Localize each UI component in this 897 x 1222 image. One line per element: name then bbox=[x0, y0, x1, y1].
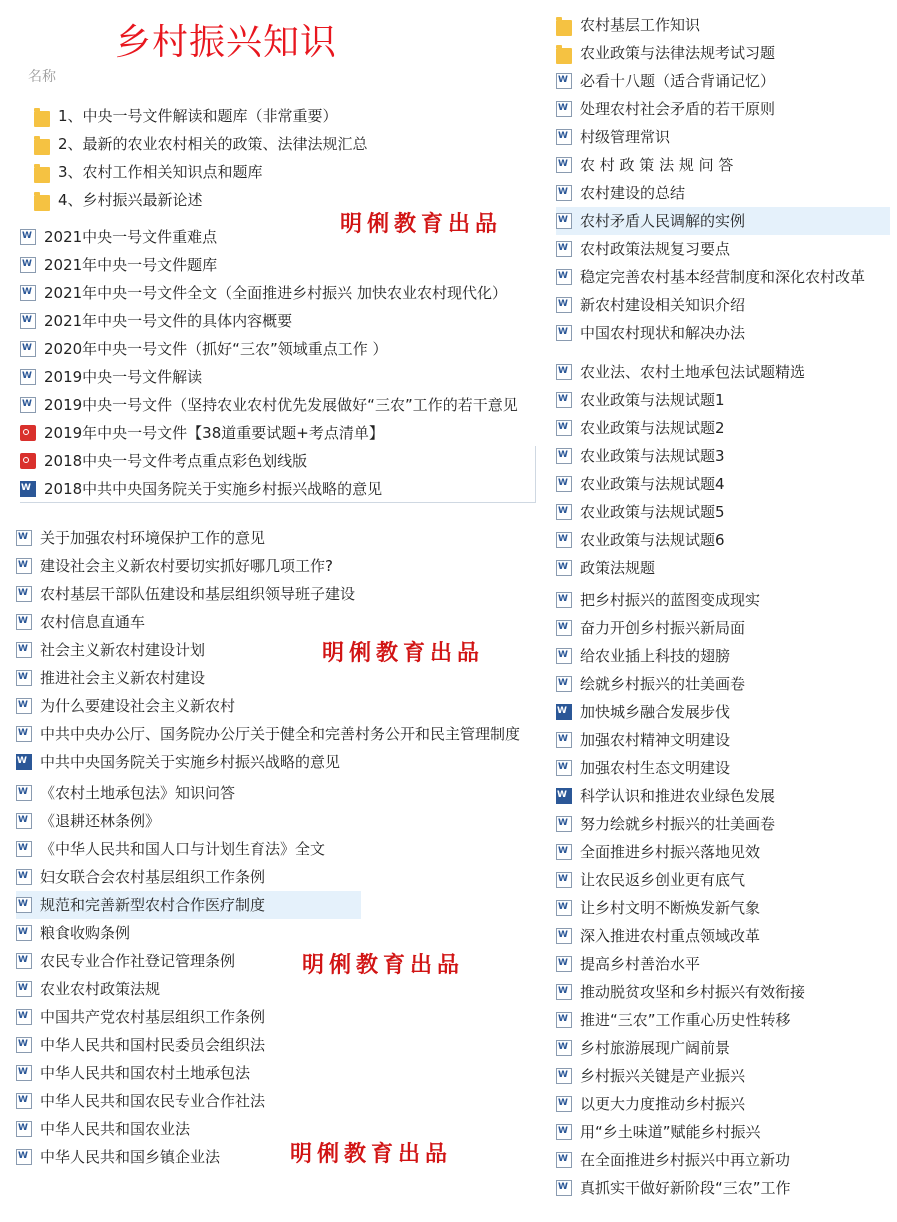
left-folder-list bbox=[34, 102, 434, 214]
file-name: 为什么要建设社会主义新农村 bbox=[40, 697, 236, 715]
doc-icon bbox=[16, 1065, 32, 1081]
file-name: 2、最新的农业农村相关的政策、法律法规汇总 bbox=[58, 135, 368, 153]
doc-icon bbox=[16, 1009, 32, 1025]
doc-icon bbox=[556, 392, 572, 408]
file-name: 2019中央一号文件解读 bbox=[44, 368, 203, 386]
file-row[interactable] bbox=[556, 782, 890, 810]
doc-icon bbox=[556, 928, 572, 944]
doc-icon bbox=[16, 530, 32, 546]
doc-icon bbox=[16, 1121, 32, 1137]
file-name: 农民专业合作社登记管理条例 bbox=[40, 952, 236, 970]
file-row[interactable] bbox=[556, 922, 890, 950]
word-icon bbox=[556, 788, 572, 804]
file-name: 推动脱贫攻坚和乡村振兴有效衔接 bbox=[580, 983, 806, 1001]
doc-icon bbox=[556, 157, 572, 173]
doc-icon bbox=[16, 1149, 32, 1165]
file-row[interactable] bbox=[16, 1031, 361, 1059]
file-name: 处理农村社会矛盾的若干原则 bbox=[580, 100, 776, 118]
file-row[interactable] bbox=[20, 251, 536, 279]
file-row[interactable] bbox=[556, 1118, 890, 1146]
file-name: 2018中央一号文件考点重点彩色划线版 bbox=[44, 452, 308, 470]
page-title: 乡村振兴知识 bbox=[115, 22, 338, 63]
file-name: 中华人民共和国农村土地承包法 bbox=[40, 1064, 251, 1082]
file-row[interactable] bbox=[20, 307, 536, 335]
file-row[interactable] bbox=[20, 335, 536, 363]
doc-icon bbox=[16, 869, 32, 885]
file-row[interactable] bbox=[16, 779, 361, 807]
file-name: 政策法规题 bbox=[580, 559, 656, 577]
file-row[interactable] bbox=[16, 919, 361, 947]
file-name: 加强农村精神文明建设 bbox=[580, 731, 731, 749]
file-row[interactable] bbox=[556, 754, 890, 782]
pdf-icon bbox=[20, 453, 36, 469]
file-row[interactable] bbox=[16, 835, 361, 863]
doc-icon bbox=[16, 698, 32, 714]
file-name: 农村政策法规复习要点 bbox=[580, 240, 731, 258]
doc-icon bbox=[556, 241, 572, 257]
folder-icon bbox=[34, 195, 50, 211]
file-name: 深入推进农村重点领域改革 bbox=[580, 927, 761, 945]
doc-icon bbox=[556, 269, 572, 285]
file-row[interactable] bbox=[556, 1146, 890, 1174]
folder-icon bbox=[556, 48, 572, 64]
file-row[interactable] bbox=[556, 1034, 890, 1062]
file-name: 科学认识和推进农业绿色发展 bbox=[580, 787, 776, 805]
file-row[interactable] bbox=[20, 279, 536, 307]
file-row[interactable] bbox=[16, 636, 554, 664]
doc-icon bbox=[16, 981, 32, 997]
file-name: 农村矛盾人民调解的实例 bbox=[580, 212, 746, 230]
file-name: 推进社会主义新农村建设 bbox=[40, 669, 206, 687]
watermark: 明俐教育出品 bbox=[290, 1141, 453, 1167]
file-row[interactable] bbox=[556, 866, 890, 894]
file-name: 农业法、农村土地承包法试题精选 bbox=[580, 363, 806, 381]
doc-icon bbox=[20, 257, 36, 273]
file-name: 推进“三农”工作重心历史性转移 bbox=[580, 1011, 791, 1029]
file-row[interactable] bbox=[34, 102, 434, 130]
file-row[interactable] bbox=[16, 524, 554, 552]
file-row[interactable] bbox=[20, 447, 536, 475]
file-row[interactable] bbox=[556, 207, 890, 235]
file-row[interactable] bbox=[556, 586, 890, 614]
doc-icon bbox=[556, 101, 572, 117]
file-name: 2021年中央一号文件题库 bbox=[44, 256, 218, 274]
file-row[interactable] bbox=[556, 179, 890, 207]
file-name: 2019年中央一号文件【38道重要试题+考点清单】 bbox=[44, 424, 384, 442]
doc-icon bbox=[16, 953, 32, 969]
file-row[interactable] bbox=[556, 11, 890, 39]
file-name: 让乡村文明不断焕发新气象 bbox=[580, 899, 761, 917]
doc-icon bbox=[16, 670, 32, 686]
file-name: 规范和完善新型农村合作医疗制度 bbox=[40, 896, 266, 914]
doc-icon bbox=[556, 816, 572, 832]
file-row[interactable] bbox=[556, 291, 890, 319]
doc-icon bbox=[556, 73, 572, 89]
pdf-icon bbox=[20, 425, 36, 441]
file-row[interactable] bbox=[556, 642, 890, 670]
file-name: 2021年中央一号文件全文（全面推进乡村振兴 加快农业农村现代化） bbox=[44, 284, 507, 302]
doc-icon bbox=[16, 897, 32, 913]
file-name: 《农村土地承包法》知识问答 bbox=[40, 784, 236, 802]
doc-icon bbox=[556, 504, 572, 520]
file-name: 农 村 政 策 法 规 问 答 bbox=[580, 156, 734, 174]
file-name: 农业政策与法律法规考试习题 bbox=[580, 44, 776, 62]
file-name: 2019中央一号文件（坚持农业农村优先发展做好“三农”工作的若干意见 bbox=[44, 396, 518, 414]
doc-icon bbox=[556, 676, 572, 692]
folder-icon bbox=[34, 139, 50, 155]
file-row[interactable] bbox=[16, 748, 554, 776]
file-row[interactable] bbox=[16, 891, 361, 919]
file-name: 农业政策与法规试题2 bbox=[580, 419, 725, 437]
file-row[interactable] bbox=[556, 386, 890, 414]
watermark: 明俐教育出品 bbox=[340, 211, 503, 237]
file-row[interactable] bbox=[556, 151, 890, 179]
file-row[interactable] bbox=[556, 1006, 890, 1034]
file-row[interactable] bbox=[16, 1143, 361, 1171]
doc-icon bbox=[556, 364, 572, 380]
file-row[interactable] bbox=[556, 726, 890, 754]
doc-icon bbox=[556, 620, 572, 636]
file-row[interactable] bbox=[556, 95, 890, 123]
file-row[interactable] bbox=[556, 1062, 890, 1090]
file-row[interactable] bbox=[20, 223, 536, 251]
file-name: 农村建设的总结 bbox=[580, 184, 686, 202]
file-row[interactable] bbox=[16, 692, 554, 720]
file-name: 加强农村生态文明建设 bbox=[580, 759, 731, 777]
folder-icon bbox=[34, 167, 50, 183]
file-name: 乡村旅游展现广阔前景 bbox=[580, 1039, 731, 1057]
file-row[interactable] bbox=[556, 1174, 890, 1202]
file-name: 在全面推进乡村振兴中再立新功 bbox=[580, 1151, 791, 1169]
file-name: 农村基层干部队伍建设和基层组织领导班子建设 bbox=[40, 585, 356, 603]
file-name: 村级管理常识 bbox=[580, 128, 671, 146]
column-header-name[interactable]: 名称 bbox=[28, 69, 56, 82]
doc-icon bbox=[20, 341, 36, 357]
left-file-list-2 bbox=[16, 524, 554, 776]
doc-icon bbox=[16, 785, 32, 801]
file-row[interactable] bbox=[556, 698, 890, 726]
file-name: 绘就乡村振兴的壮美画卷 bbox=[580, 675, 746, 693]
doc-icon bbox=[16, 586, 32, 602]
file-row[interactable] bbox=[16, 720, 554, 748]
file-name: 2021年中央一号文件的具体内容概要 bbox=[44, 312, 293, 330]
file-row[interactable] bbox=[556, 614, 890, 642]
file-name: 稳定完善农村基本经营制度和深化农村改革 bbox=[580, 268, 866, 286]
file-row[interactable] bbox=[556, 554, 890, 582]
file-row[interactable] bbox=[16, 975, 361, 1003]
file-row[interactable] bbox=[556, 442, 890, 470]
file-name: 农业政策与法规试题5 bbox=[580, 503, 725, 521]
file-name: 新农村建设相关知识介绍 bbox=[580, 296, 746, 314]
doc-icon bbox=[16, 614, 32, 630]
doc-icon bbox=[556, 129, 572, 145]
file-name: 中共中央国务院关于实施乡村振兴战略的意见 bbox=[40, 753, 341, 771]
file-name: 妇女联合会农村基层组织工作条例 bbox=[40, 868, 266, 886]
file-name: 真抓实干做好新阶段“三农”工作 bbox=[580, 1179, 791, 1197]
doc-icon bbox=[556, 420, 572, 436]
folder-icon bbox=[34, 111, 50, 127]
file-name: 中国农村现状和解决办法 bbox=[580, 324, 746, 342]
file-row[interactable] bbox=[556, 670, 890, 698]
file-name: 建设社会主义新农村要切实抓好哪几项工作? bbox=[40, 557, 333, 575]
right-file-list-3 bbox=[556, 586, 890, 1202]
word-icon bbox=[556, 704, 572, 720]
doc-icon bbox=[16, 558, 32, 574]
doc-icon bbox=[556, 1124, 572, 1140]
doc-icon bbox=[16, 925, 32, 941]
doc-icon bbox=[16, 1093, 32, 1109]
file-name: 中国共产党农村基层组织工作条例 bbox=[40, 1008, 266, 1026]
doc-icon bbox=[16, 841, 32, 857]
doc-icon bbox=[16, 642, 32, 658]
doc-icon bbox=[556, 325, 572, 341]
file-name: 中华人民共和国农业法 bbox=[40, 1120, 191, 1138]
file-name: 努力绘就乡村振兴的壮美画卷 bbox=[580, 815, 776, 833]
file-name: 社会主义新农村建设计划 bbox=[40, 641, 206, 659]
file-name: 农业政策与法规试题6 bbox=[580, 531, 725, 549]
file-name: 农业政策与法规试题4 bbox=[580, 475, 725, 493]
doc-icon bbox=[556, 297, 572, 313]
doc-icon bbox=[556, 1180, 572, 1196]
file-name: 中华人民共和国农民专业合作社法 bbox=[40, 1092, 266, 1110]
file-row[interactable] bbox=[20, 419, 536, 447]
file-row[interactable] bbox=[556, 319, 890, 347]
file-name: 全面推进乡村振兴落地见效 bbox=[580, 843, 761, 861]
file-row[interactable] bbox=[556, 838, 890, 866]
file-row[interactable] bbox=[16, 947, 361, 975]
file-row[interactable] bbox=[16, 552, 554, 580]
file-name: 中华人民共和国乡镇企业法 bbox=[40, 1148, 221, 1166]
file-row[interactable] bbox=[34, 130, 434, 158]
doc-icon bbox=[556, 648, 572, 664]
file-row[interactable] bbox=[556, 67, 890, 95]
file-row[interactable] bbox=[556, 263, 890, 291]
doc-icon bbox=[556, 1096, 572, 1112]
doc-icon bbox=[556, 760, 572, 776]
doc-icon bbox=[20, 229, 36, 245]
doc-icon bbox=[556, 476, 572, 492]
file-name: 关于加强农村环境保护工作的意见 bbox=[40, 529, 266, 547]
file-name: 给农业插上科技的翅膀 bbox=[580, 647, 731, 665]
file-name: 农村基层工作知识 bbox=[580, 16, 701, 34]
file-name: 必看十八题（适合背诵记忆） bbox=[580, 72, 776, 90]
file-name: 中华人民共和国村民委员会组织法 bbox=[40, 1036, 266, 1054]
file-name: 用“乡土味道”赋能乡村振兴 bbox=[580, 1123, 761, 1141]
watermark: 明俐教育出品 bbox=[322, 640, 485, 666]
file-row[interactable] bbox=[16, 1003, 361, 1031]
file-row[interactable] bbox=[556, 123, 890, 151]
file-row[interactable] bbox=[556, 470, 890, 498]
file-name: 《退耕还林条例》 bbox=[40, 812, 161, 830]
file-name: 4、乡村振兴最新论述 bbox=[58, 191, 203, 209]
doc-icon bbox=[556, 956, 572, 972]
doc-icon bbox=[556, 560, 572, 576]
doc-icon bbox=[20, 369, 36, 385]
file-row[interactable] bbox=[556, 358, 890, 386]
file-name: 粮食收购条例 bbox=[40, 924, 131, 942]
file-name: 《中华人民共和国人口与计划生育法》全文 bbox=[40, 840, 326, 858]
file-row[interactable] bbox=[20, 475, 536, 503]
file-row[interactable] bbox=[556, 498, 890, 526]
doc-icon bbox=[556, 448, 572, 464]
file-row[interactable] bbox=[16, 1115, 361, 1143]
file-row[interactable] bbox=[16, 1087, 361, 1115]
file-row[interactable] bbox=[556, 810, 890, 838]
file-row[interactable] bbox=[34, 186, 434, 214]
file-name: 3、农村工作相关知识点和题库 bbox=[58, 163, 263, 181]
file-name: 奋力开创乡村振兴新局面 bbox=[580, 619, 746, 637]
doc-icon bbox=[20, 397, 36, 413]
doc-icon bbox=[556, 732, 572, 748]
file-row[interactable] bbox=[556, 950, 890, 978]
doc-icon bbox=[20, 313, 36, 329]
file-name: 让农民返乡创业更有底气 bbox=[580, 871, 746, 889]
right-file-list-1 bbox=[556, 11, 890, 347]
doc-icon bbox=[16, 813, 32, 829]
file-row[interactable] bbox=[34, 158, 434, 186]
file-name: 农村信息直通车 bbox=[40, 613, 146, 631]
file-name: 2018中共中央国务院关于实施乡村振兴战略的意见 bbox=[44, 480, 383, 498]
file-row[interactable] bbox=[556, 1090, 890, 1118]
file-row[interactable] bbox=[16, 608, 554, 636]
file-row[interactable] bbox=[556, 235, 890, 263]
file-name: 农业农村政策法规 bbox=[40, 980, 161, 998]
file-row[interactable] bbox=[16, 664, 554, 692]
doc-icon bbox=[556, 532, 572, 548]
file-name: 中共中央办公厅、国务院办公厅关于健全和完善村务公开和民主管理制度 bbox=[40, 725, 521, 743]
file-row[interactable] bbox=[20, 363, 536, 391]
file-row[interactable] bbox=[16, 863, 361, 891]
file-row[interactable] bbox=[556, 39, 890, 67]
doc-icon bbox=[556, 592, 572, 608]
file-row[interactable] bbox=[556, 894, 890, 922]
file-name: 加快城乡融合发展步伐 bbox=[580, 703, 731, 721]
right-file-list-2 bbox=[556, 358, 890, 582]
file-row[interactable] bbox=[16, 1059, 361, 1087]
file-name: 提高乡村善治水平 bbox=[580, 955, 701, 973]
file-row[interactable] bbox=[16, 580, 554, 608]
doc-icon bbox=[556, 1040, 572, 1056]
left-file-list-3 bbox=[16, 779, 361, 1171]
doc-icon bbox=[556, 872, 572, 888]
word-icon bbox=[20, 481, 36, 497]
doc-icon bbox=[556, 185, 572, 201]
doc-icon bbox=[556, 213, 572, 229]
doc-icon bbox=[16, 1037, 32, 1053]
file-name: 以更大力度推动乡村振兴 bbox=[580, 1095, 746, 1113]
file-row[interactable] bbox=[556, 526, 890, 554]
doc-icon bbox=[20, 285, 36, 301]
file-name: 1、中央一号文件解读和题库（非常重要） bbox=[58, 107, 338, 125]
file-name: 农业政策与法规试题1 bbox=[580, 391, 725, 409]
doc-icon bbox=[556, 900, 572, 916]
doc-icon bbox=[556, 984, 572, 1000]
file-name: 2020年中央一号文件（抓好“三农”领域重点工作 ） bbox=[44, 340, 388, 358]
file-row[interactable] bbox=[16, 807, 361, 835]
doc-icon bbox=[16, 726, 32, 742]
file-row[interactable] bbox=[20, 391, 536, 419]
doc-icon bbox=[556, 1012, 572, 1028]
doc-icon bbox=[556, 844, 572, 860]
folder-icon bbox=[556, 20, 572, 36]
word-icon bbox=[16, 754, 32, 770]
watermark: 明俐教育出品 bbox=[302, 952, 465, 978]
file-row[interactable] bbox=[556, 978, 890, 1006]
left-file-list-1 bbox=[20, 223, 536, 503]
column-divider bbox=[535, 446, 536, 502]
file-name: 农业政策与法规试题3 bbox=[580, 447, 725, 465]
doc-icon bbox=[556, 1068, 572, 1084]
file-name: 乡村振兴关键是产业振兴 bbox=[580, 1067, 746, 1085]
file-name: 把乡村振兴的蓝图变成现实 bbox=[580, 591, 761, 609]
file-name: 2021中央一号文件重难点 bbox=[44, 228, 218, 246]
doc-icon bbox=[556, 1152, 572, 1168]
file-row[interactable] bbox=[556, 414, 890, 442]
